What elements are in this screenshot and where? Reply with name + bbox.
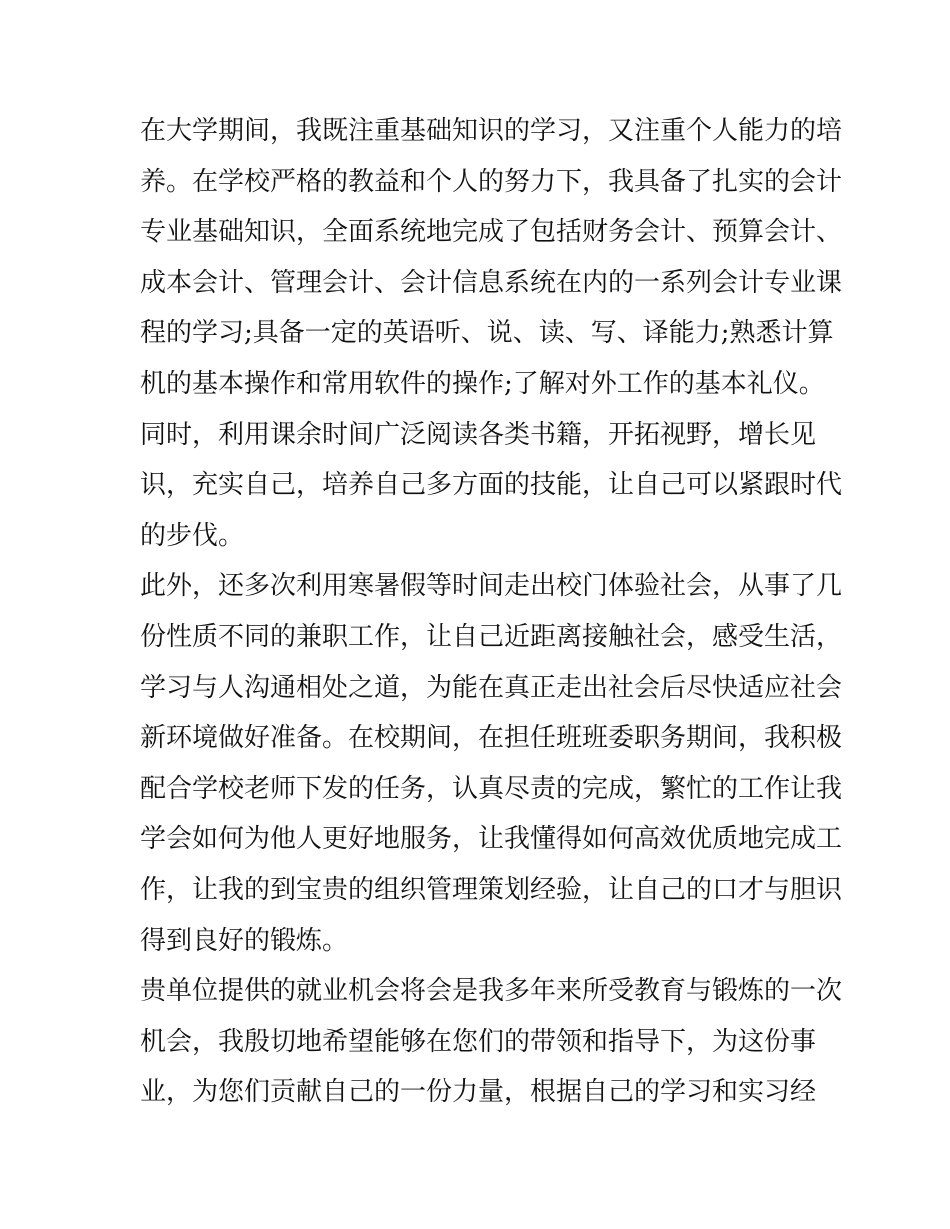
text-line-6: 机的基本操作和常用软件的操作;了解对外工作的基本礼仪。 [140,368,825,399]
text-line-15: 学会如何为他人更好地服务，让我懂得如何高效优质地完成工 [140,824,843,855]
text-line-12: 学习与人沟通相处之道，为能在真正走出社会后尽快适应社会 [140,672,843,703]
text-line-3: 专业基础知识，全面系统地完成了包括财务会计、预算会计、 [140,217,843,248]
text-line-11: 份性质不同的兼职工作，让自己近距离接触社会，感受生活， [140,621,843,652]
text-line-2: 养。在学校严格的教益和个人的努力下，我具备了扎实的会计 [140,166,843,197]
body-text [140,106,843,1118]
text-line-5: 程的学习;具备一定的英语听、说、读、写、译能力;熟悉计算 [140,318,834,349]
text-line-17: 得到良好的锻炼。 [140,925,349,956]
text-line-20: 业，为您们贡献自己的一份力量，根据自己的学习和实习经 [140,1077,817,1108]
text-line-1: 在大学期间，我既注重基础知识的学习，又注重个人能力的培 [140,116,843,146]
text-line-10: 此外，还多次利用寒暑假等时间走出校门体验社会，从事了几 [140,571,843,602]
text-line-4: 成本会计、管理会计、会计信息系统在内的一系列会计专业课 [140,267,843,298]
text-line-7: 同时，利用课余时间广泛阅读各类书籍，开拓视野，增长见 [140,419,817,450]
text-line-14: 配合学校老师下发的任务，认真尽责的完成，繁忙的工作让我 [140,773,843,804]
text-line-8: 识，充实自己，培养自己多方面的技能，让自己可以紧跟时代 [140,470,843,501]
text-line-13: 新环境做好准备。在校期间，在担任班班委职务期间，我积极 [140,723,843,754]
text-line-9: 的步伐。 [140,520,245,551]
text-line-19: 机会，我殷切地希望能够在您们的带领和指导下，为这份事 [140,1026,817,1057]
text-line-18: 贵单位提供的就业机会将会是我多年来所受教育与锻炼的一次 [140,976,843,1007]
text-line-16: 作，让我的到宝贵的组织管理策划经验，让自己的口才与胆识 [140,874,843,905]
